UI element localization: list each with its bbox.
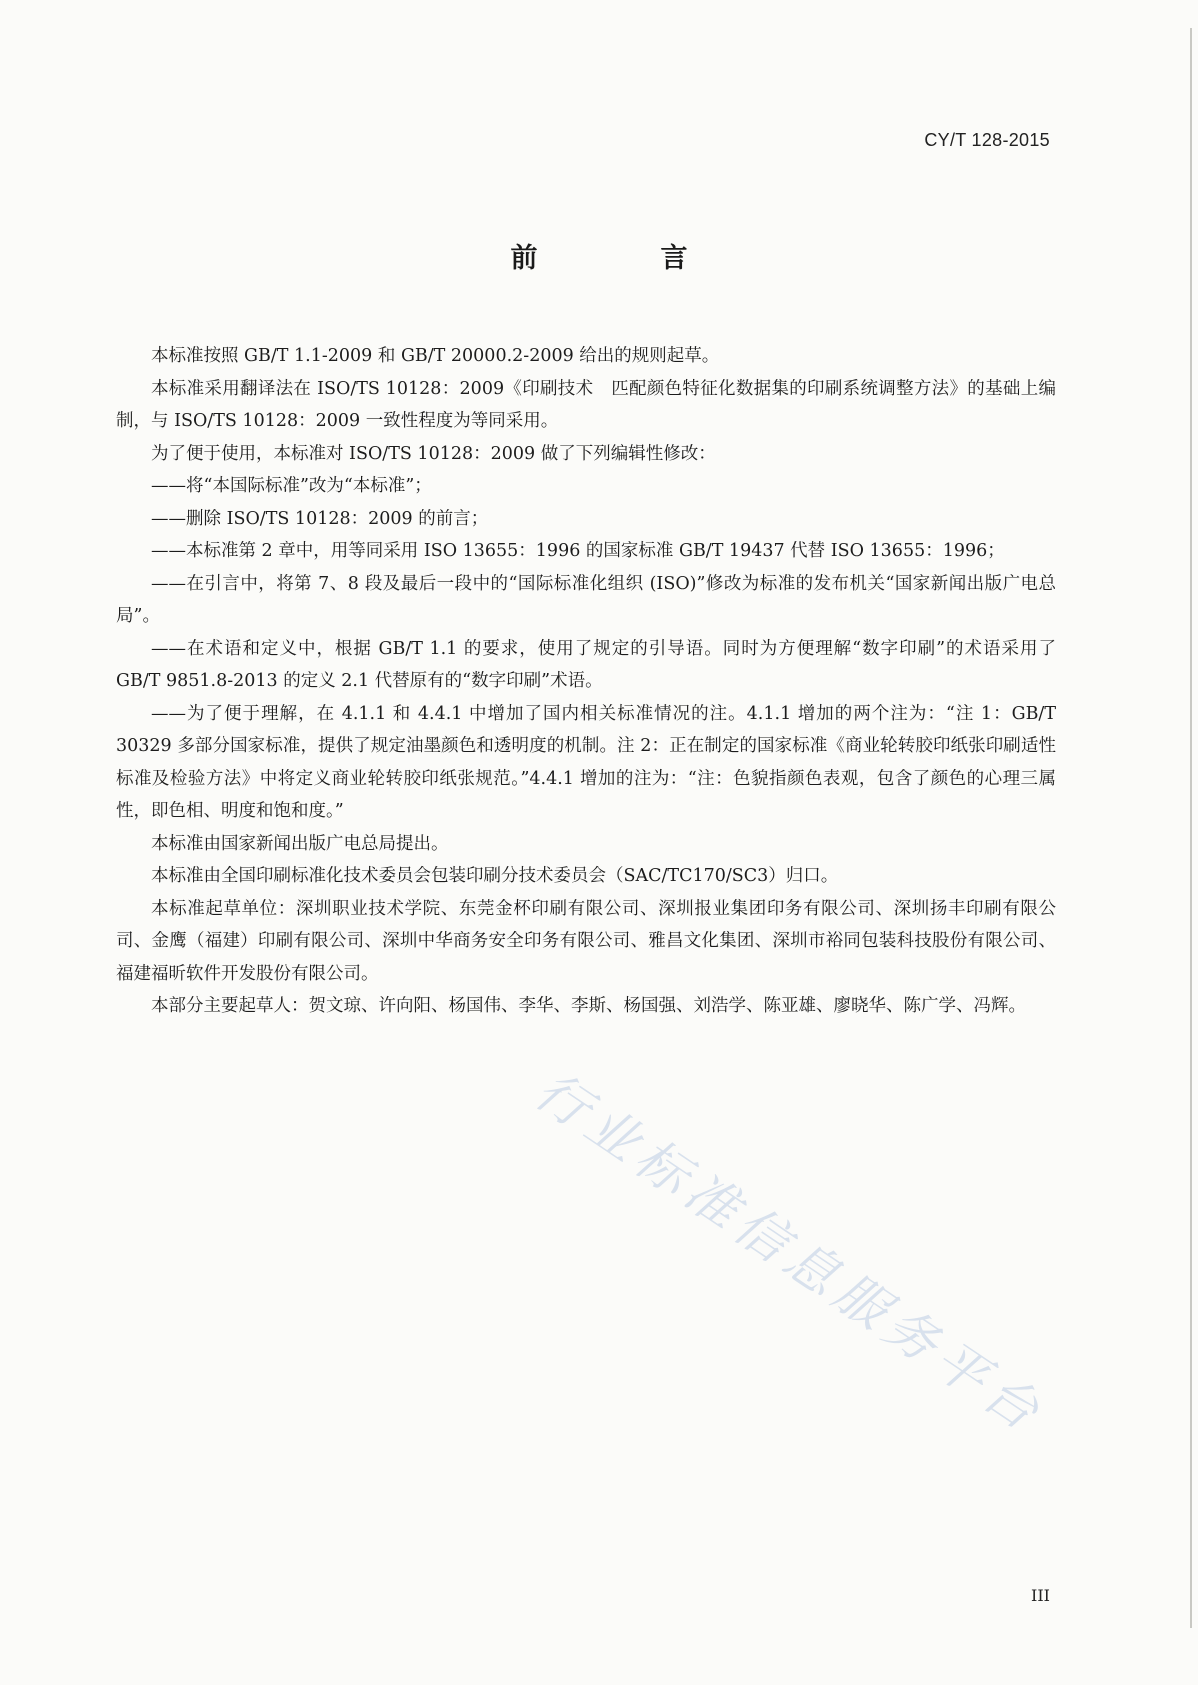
paragraph: 为了便于使用，本标准对 ISO/TS 10128：2009 做了下列编辑性修改： — [151, 443, 716, 464]
paragraph: ——为了便于理解，在 4.1.1 和 4.4.1 中增加了国内相关标准情况的注。4.1.1 增加的两个注为：“注 1：GB/T 30329 多部分国家标准，提供了规定油墨颜色和透明度的机制。注 2：正在制定的国家标准《商业轮转胶印纸张印刷适性标准及检验方法》中将定义商业轮转胶印纸张规范。”4.4.1 增加的注为：“注：色貌指颜色表观，包含了颜色的心理三属性，即色相、明度和饱和度。” — [116, 703, 1056, 821]
paragraph: 本标准按照 GB/T 1.1-2009 和 GB/T 20000.2-2009 给出的规则起草。 — [151, 346, 720, 366]
body-text — [116, 340, 1056, 1023]
paragraph: ——在引言中，将第 7、8 段及最后一段中的“国际标准化组织 (ISO)”修改为标准的发布机关“国家新闻出版广电总局”。 — [116, 573, 1056, 626]
paragraph: ——将“本国际标准”改为“本标准”； — [151, 476, 432, 496]
paragraph: 本标准起草单位：深圳职业技术学院、东莞金杯印刷有限公司、深圳报业集团印务有限公司、深圳扬丰印刷有限公司、金鹰（福建）印刷有限公司、深圳中华商务安全印务有限公司、雅昌文化集团、深圳市裕同包装科技股份有限公司、福建福昕软件开发股份有限公司。 — [116, 898, 1056, 984]
paragraph: ——本标准第 2 章中，用等同采用 ISO 13655：1996 的国家标准 GB/T 19437 代替 ISO 13655：1996； — [151, 541, 1005, 561]
watermark: 行业标准信息服务平台 — [524, 1060, 1056, 1447]
paragraph: 本标准采用翻译法在 ISO/TS 10128：2009《印刷技术 匹配颜色特征化数据集的印刷系统调整方法》的基础上编制，与 ISO/TS 10128：2009 一致性程度为等同采用。 — [116, 378, 1056, 431]
paragraph: ——在术语和定义中，根据 GB/T 1.1 的要求，使用了规定的引导语。同时为方便理解“数字印刷”的术语采用了 GB/T 9851.8-2013 的定义 2.1 代替原有的“数字印刷”术语。 — [116, 638, 1056, 691]
paragraph: 本标准由国家新闻出版广电总局提出。 — [151, 833, 449, 854]
page-title: 前 言 — [510, 243, 736, 274]
page-number: III — [1031, 1586, 1050, 1605]
paragraph: 本标准由全国印刷标准化技术委员会包装印刷分技术委员会（SAC/TC170/SC3）归口。 — [151, 866, 839, 886]
standard-code: CY/T 128-2015 — [924, 130, 1050, 150]
paragraph: ——删除 ISO/TS 10128：2009 的前言； — [151, 508, 489, 529]
paragraph: 本部分主要起草人：贺文琼、许向阳、杨国伟、李华、李斯、杨国强、刘浩学、陈亚雄、廖晓华、陈广学、冯辉。 — [151, 996, 1026, 1016]
